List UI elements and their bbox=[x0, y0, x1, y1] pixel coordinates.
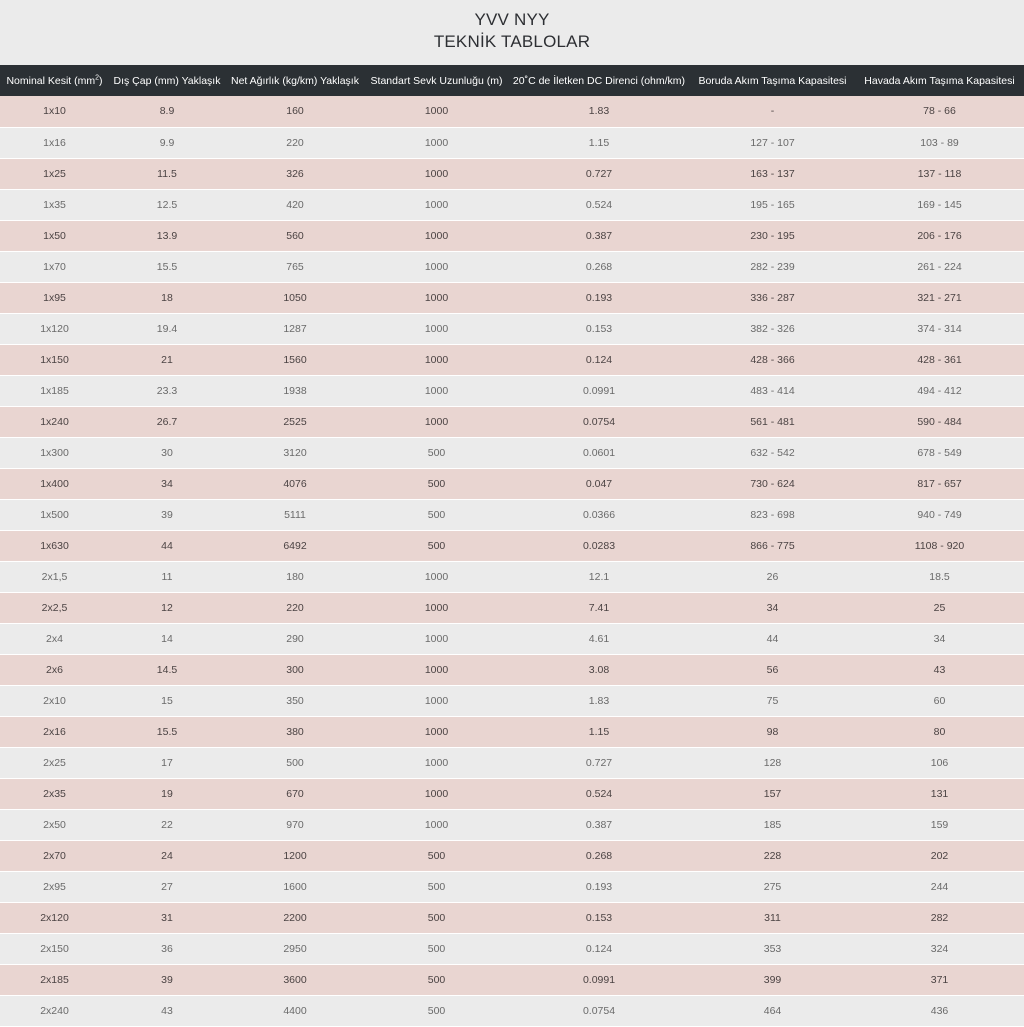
table-row bbox=[0, 623, 1024, 654]
cell-boruda-akim: 730 - 624 bbox=[690, 468, 855, 499]
cell-dc-direnci: 0.0601 bbox=[508, 437, 690, 468]
cell-dis-cap: 24 bbox=[109, 840, 225, 871]
cell-dc-direnci: 0.0366 bbox=[508, 499, 690, 530]
cell-nominal-kesit: 2x70 bbox=[0, 840, 109, 871]
cell-net-agirlik: 670 bbox=[225, 778, 365, 809]
cell-dis-cap: 9.9 bbox=[109, 127, 225, 158]
cell-havada-akim: 324 bbox=[855, 933, 1024, 964]
cell-sevk-uzunlugu: 500 bbox=[365, 995, 508, 1026]
cell-dis-cap: 39 bbox=[109, 499, 225, 530]
cell-net-agirlik: 1050 bbox=[225, 282, 365, 313]
cell-dis-cap: 15 bbox=[109, 685, 225, 716]
cell-sevk-uzunlugu: 1000 bbox=[365, 623, 508, 654]
cell-sevk-uzunlugu: 1000 bbox=[365, 406, 508, 437]
cell-net-agirlik: 290 bbox=[225, 623, 365, 654]
cell-net-agirlik: 560 bbox=[225, 220, 365, 251]
cell-net-agirlik: 3600 bbox=[225, 964, 365, 995]
cell-dis-cap: 17 bbox=[109, 747, 225, 778]
cell-sevk-uzunlugu: 1000 bbox=[365, 561, 508, 592]
cell-boruda-akim: 632 - 542 bbox=[690, 437, 855, 468]
cell-net-agirlik: 500 bbox=[225, 747, 365, 778]
cell-dis-cap: 27 bbox=[109, 871, 225, 902]
cell-havada-akim: 137 - 118 bbox=[855, 158, 1024, 189]
cell-dc-direnci: 0.047 bbox=[508, 468, 690, 499]
cell-boruda-akim: 353 bbox=[690, 933, 855, 964]
table-header-row bbox=[0, 65, 1024, 96]
table-row bbox=[0, 561, 1024, 592]
cell-net-agirlik: 326 bbox=[225, 158, 365, 189]
cell-boruda-akim: 75 bbox=[690, 685, 855, 716]
cell-havada-akim: 169 - 145 bbox=[855, 189, 1024, 220]
table-row bbox=[0, 375, 1024, 406]
cell-havada-akim: 103 - 89 bbox=[855, 127, 1024, 158]
cell-dc-direnci: 0.727 bbox=[508, 158, 690, 189]
cell-sevk-uzunlugu: 1000 bbox=[365, 127, 508, 158]
cell-net-agirlik: 2525 bbox=[225, 406, 365, 437]
cell-dc-direnci: 1.83 bbox=[508, 96, 690, 127]
cell-dc-direnci: 0.0991 bbox=[508, 375, 690, 406]
cell-havada-akim: 590 - 484 bbox=[855, 406, 1024, 437]
cell-havada-akim: 261 - 224 bbox=[855, 251, 1024, 282]
cell-nominal-kesit: 2x95 bbox=[0, 871, 109, 902]
cell-sevk-uzunlugu: 1000 bbox=[365, 344, 508, 375]
cell-dc-direnci: 0.268 bbox=[508, 251, 690, 282]
cell-dis-cap: 13.9 bbox=[109, 220, 225, 251]
table-row bbox=[0, 995, 1024, 1026]
cell-dis-cap: 23.3 bbox=[109, 375, 225, 406]
cell-dc-direnci: 0.0754 bbox=[508, 995, 690, 1026]
cell-boruda-akim: 34 bbox=[690, 592, 855, 623]
page-title bbox=[0, 9, 1024, 53]
cell-boruda-akim: 56 bbox=[690, 654, 855, 685]
cell-sevk-uzunlugu: 1000 bbox=[365, 158, 508, 189]
cell-havada-akim: 80 bbox=[855, 716, 1024, 747]
cell-dis-cap: 44 bbox=[109, 530, 225, 561]
cell-nominal-kesit: 1x120 bbox=[0, 313, 109, 344]
cell-net-agirlik: 4076 bbox=[225, 468, 365, 499]
cell-net-agirlik: 4400 bbox=[225, 995, 365, 1026]
cell-dc-direnci: 0.193 bbox=[508, 871, 690, 902]
cell-sevk-uzunlugu: 500 bbox=[365, 871, 508, 902]
cell-nominal-kesit: 2x35 bbox=[0, 778, 109, 809]
cell-dis-cap: 14.5 bbox=[109, 654, 225, 685]
cell-boruda-akim: 336 - 287 bbox=[690, 282, 855, 313]
cell-havada-akim: 321 - 271 bbox=[855, 282, 1024, 313]
cell-net-agirlik: 1938 bbox=[225, 375, 365, 406]
table-row bbox=[0, 871, 1024, 902]
cell-sevk-uzunlugu: 500 bbox=[365, 840, 508, 871]
table-row bbox=[0, 437, 1024, 468]
cell-boruda-akim: 44 bbox=[690, 623, 855, 654]
cell-nominal-kesit: 2x120 bbox=[0, 902, 109, 933]
cell-dis-cap: 11.5 bbox=[109, 158, 225, 189]
cell-havada-akim: 428 - 361 bbox=[855, 344, 1024, 375]
cell-havada-akim: 43 bbox=[855, 654, 1024, 685]
table-row bbox=[0, 96, 1024, 127]
cell-havada-akim: 25 bbox=[855, 592, 1024, 623]
cell-nominal-kesit: 2x4 bbox=[0, 623, 109, 654]
cell-havada-akim: 206 - 176 bbox=[855, 220, 1024, 251]
cell-havada-akim: 131 bbox=[855, 778, 1024, 809]
cell-boruda-akim: 275 bbox=[690, 871, 855, 902]
cell-sevk-uzunlugu: 1000 bbox=[365, 716, 508, 747]
product-name: YVV NYY bbox=[474, 10, 550, 29]
table-row bbox=[0, 499, 1024, 530]
cell-nominal-kesit: 2x1,5 bbox=[0, 561, 109, 592]
cell-net-agirlik: 160 bbox=[225, 96, 365, 127]
table-row bbox=[0, 468, 1024, 499]
cell-boruda-akim: 128 bbox=[690, 747, 855, 778]
header-nominal-kesit: Nominal Kesit $(mm^2)$ bbox=[6, 74, 103, 87]
cell-nominal-kesit: 1x10 bbox=[0, 96, 109, 127]
cell-boruda-akim: 311 bbox=[690, 902, 855, 933]
header-dc-direnci: 20˚C de İletken DC Direnci (ohm/km) bbox=[512, 74, 686, 87]
cell-sevk-uzunlugu: 500 bbox=[365, 499, 508, 530]
cell-boruda-akim: 195 - 165 bbox=[690, 189, 855, 220]
cell-havada-akim: 436 bbox=[855, 995, 1024, 1026]
cell-sevk-uzunlugu: 500 bbox=[365, 902, 508, 933]
table-row bbox=[0, 778, 1024, 809]
cell-dis-cap: 11 bbox=[109, 561, 225, 592]
header-net-agirlik: Net Ağırlık (kg/km) Yaklaşık bbox=[231, 74, 359, 87]
cell-dc-direnci: 4.61 bbox=[508, 623, 690, 654]
header-boruda-akim: Boruda Akım Taşıma Kapasitesi bbox=[698, 74, 847, 87]
cell-dc-direnci: 0.387 bbox=[508, 220, 690, 251]
table-row bbox=[0, 313, 1024, 344]
cell-havada-akim: 494 - 412 bbox=[855, 375, 1024, 406]
cell-dc-direnci: 0.124 bbox=[508, 344, 690, 375]
cell-dis-cap: 14 bbox=[109, 623, 225, 654]
cell-dc-direnci: 0.268 bbox=[508, 840, 690, 871]
cell-sevk-uzunlugu: 1000 bbox=[365, 654, 508, 685]
cell-havada-akim: 678 - 549 bbox=[855, 437, 1024, 468]
cell-nominal-kesit: 1x150 bbox=[0, 344, 109, 375]
cell-dc-direnci: 0.153 bbox=[508, 902, 690, 933]
cell-boruda-akim: 98 bbox=[690, 716, 855, 747]
cell-nominal-kesit: 1x400 bbox=[0, 468, 109, 499]
cell-boruda-akim: 428 - 366 bbox=[690, 344, 855, 375]
cell-sevk-uzunlugu: 500 bbox=[365, 530, 508, 561]
cell-sevk-uzunlugu: 1000 bbox=[365, 282, 508, 313]
cell-boruda-akim: 228 bbox=[690, 840, 855, 871]
cell-boruda-akim: 26 bbox=[690, 561, 855, 592]
cell-dis-cap: 19.4 bbox=[109, 313, 225, 344]
cell-dis-cap: 36 bbox=[109, 933, 225, 964]
cell-sevk-uzunlugu: 500 bbox=[365, 964, 508, 995]
cell-havada-akim: 34 bbox=[855, 623, 1024, 654]
table-row bbox=[0, 747, 1024, 778]
cell-boruda-akim: 185 bbox=[690, 809, 855, 840]
cell-havada-akim: 18.5 bbox=[855, 561, 1024, 592]
cell-nominal-kesit: 1x185 bbox=[0, 375, 109, 406]
cell-net-agirlik: 1287 bbox=[225, 313, 365, 344]
cell-havada-akim: 78 - 66 bbox=[855, 96, 1024, 127]
table-row bbox=[0, 685, 1024, 716]
cell-net-agirlik: 220 bbox=[225, 592, 365, 623]
cell-nominal-kesit: 1x300 bbox=[0, 437, 109, 468]
cell-dis-cap: 12.5 bbox=[109, 189, 225, 220]
cell-boruda-akim: 382 - 326 bbox=[690, 313, 855, 344]
cell-sevk-uzunlugu: 1000 bbox=[365, 685, 508, 716]
cell-boruda-akim: 282 - 239 bbox=[690, 251, 855, 282]
cell-boruda-akim: 157 bbox=[690, 778, 855, 809]
section-title: TEKNİK TABLOLAR bbox=[433, 32, 591, 51]
cell-nominal-kesit: 2x50 bbox=[0, 809, 109, 840]
cell-havada-akim: 940 - 749 bbox=[855, 499, 1024, 530]
cell-havada-akim: 60 bbox=[855, 685, 1024, 716]
cell-net-agirlik: 350 bbox=[225, 685, 365, 716]
cell-dis-cap: 22 bbox=[109, 809, 225, 840]
cell-dis-cap: 34 bbox=[109, 468, 225, 499]
cell-dc-direnci: 7.41 bbox=[508, 592, 690, 623]
cell-dis-cap: 43 bbox=[109, 995, 225, 1026]
table-row bbox=[0, 964, 1024, 995]
cell-havada-akim: 374 - 314 bbox=[855, 313, 1024, 344]
cell-nominal-kesit: 2x6 bbox=[0, 654, 109, 685]
cell-nominal-kesit: 2x16 bbox=[0, 716, 109, 747]
table-row bbox=[0, 840, 1024, 871]
cell-dc-direnci: 12.1 bbox=[508, 561, 690, 592]
cell-nominal-kesit: 1x500 bbox=[0, 499, 109, 530]
cell-dc-direnci: 0.193 bbox=[508, 282, 690, 313]
cell-net-agirlik: 380 bbox=[225, 716, 365, 747]
table-row bbox=[0, 716, 1024, 747]
cell-dis-cap: 39 bbox=[109, 964, 225, 995]
table-row bbox=[0, 282, 1024, 313]
cell-net-agirlik: 220 bbox=[225, 127, 365, 158]
cell-net-agirlik: 1600 bbox=[225, 871, 365, 902]
cell-net-agirlik: 1200 bbox=[225, 840, 365, 871]
cell-boruda-akim: - bbox=[690, 96, 855, 127]
cell-sevk-uzunlugu: 1000 bbox=[365, 220, 508, 251]
cell-dis-cap: 8.9 bbox=[109, 96, 225, 127]
cell-nominal-kesit: 2x2,5 bbox=[0, 592, 109, 623]
cell-net-agirlik: 6492 bbox=[225, 530, 365, 561]
cell-dis-cap: 12 bbox=[109, 592, 225, 623]
cell-dc-direnci: 3.08 bbox=[508, 654, 690, 685]
table-row bbox=[0, 933, 1024, 964]
table-row bbox=[0, 344, 1024, 375]
cell-sevk-uzunlugu: 1000 bbox=[365, 778, 508, 809]
cell-sevk-uzunlugu: 500 bbox=[365, 468, 508, 499]
cell-havada-akim: 159 bbox=[855, 809, 1024, 840]
cell-nominal-kesit: 1x25 bbox=[0, 158, 109, 189]
cell-dis-cap: 15.5 bbox=[109, 716, 225, 747]
table-row bbox=[0, 809, 1024, 840]
cell-dis-cap: 15.5 bbox=[109, 251, 225, 282]
cell-sevk-uzunlugu: 1000 bbox=[365, 189, 508, 220]
cell-boruda-akim: 483 - 414 bbox=[690, 375, 855, 406]
cell-dc-direnci: 1.15 bbox=[508, 127, 690, 158]
table-body bbox=[0, 96, 1024, 1026]
cell-dc-direnci: 1.15 bbox=[508, 716, 690, 747]
cell-nominal-kesit: 1x240 bbox=[0, 406, 109, 437]
cell-havada-akim: 1108 - 920 bbox=[855, 530, 1024, 561]
cell-dis-cap: 21 bbox=[109, 344, 225, 375]
table-row bbox=[0, 654, 1024, 685]
cell-boruda-akim: 163 - 137 bbox=[690, 158, 855, 189]
cell-havada-akim: 282 bbox=[855, 902, 1024, 933]
cell-sevk-uzunlugu: 1000 bbox=[365, 375, 508, 406]
table-row bbox=[0, 406, 1024, 437]
cell-net-agirlik: 765 bbox=[225, 251, 365, 282]
table-row bbox=[0, 530, 1024, 561]
cell-sevk-uzunlugu: 1000 bbox=[365, 592, 508, 623]
cell-dc-direnci: 1.83 bbox=[508, 685, 690, 716]
cell-dc-direnci: 0.524 bbox=[508, 778, 690, 809]
cell-havada-akim: 817 - 657 bbox=[855, 468, 1024, 499]
cell-dis-cap: 18 bbox=[109, 282, 225, 313]
cell-net-agirlik: 2950 bbox=[225, 933, 365, 964]
cell-net-agirlik: 420 bbox=[225, 189, 365, 220]
table-row bbox=[0, 251, 1024, 282]
cell-net-agirlik: 300 bbox=[225, 654, 365, 685]
cell-net-agirlik: 3120 bbox=[225, 437, 365, 468]
cell-net-agirlik: 180 bbox=[225, 561, 365, 592]
technical-table bbox=[0, 65, 1024, 1027]
cell-dc-direnci: 0.124 bbox=[508, 933, 690, 964]
cell-boruda-akim: 464 bbox=[690, 995, 855, 1026]
cell-dis-cap: 30 bbox=[109, 437, 225, 468]
cell-dc-direnci: 0.153 bbox=[508, 313, 690, 344]
cell-havada-akim: 202 bbox=[855, 840, 1024, 871]
header-sevk-uzunlugu: Standart Sevk Uzunluğu (m) bbox=[370, 74, 503, 87]
cell-sevk-uzunlugu: 1000 bbox=[365, 747, 508, 778]
cell-dis-cap: 31 bbox=[109, 902, 225, 933]
cell-boruda-akim: 230 - 195 bbox=[690, 220, 855, 251]
cell-net-agirlik: 1560 bbox=[225, 344, 365, 375]
table-row bbox=[0, 127, 1024, 158]
cell-dc-direnci: 0.0283 bbox=[508, 530, 690, 561]
table-row bbox=[0, 902, 1024, 933]
cell-net-agirlik: 970 bbox=[225, 809, 365, 840]
cell-dc-direnci: 0.0754 bbox=[508, 406, 690, 437]
table-row bbox=[0, 220, 1024, 251]
cell-boruda-akim: 866 - 775 bbox=[690, 530, 855, 561]
cell-sevk-uzunlugu: 1000 bbox=[365, 96, 508, 127]
header-dis-cap: Dış Çap (mm) Yaklaşık bbox=[113, 74, 221, 87]
cell-nominal-kesit: 1x50 bbox=[0, 220, 109, 251]
cell-nominal-kesit: 2x150 bbox=[0, 933, 109, 964]
cell-boruda-akim: 127 - 107 bbox=[690, 127, 855, 158]
cell-sevk-uzunlugu: 1000 bbox=[365, 313, 508, 344]
cell-nominal-kesit: 2x25 bbox=[0, 747, 109, 778]
table-row bbox=[0, 158, 1024, 189]
cell-nominal-kesit: 1x95 bbox=[0, 282, 109, 313]
cell-havada-akim: 244 bbox=[855, 871, 1024, 902]
cell-dc-direnci: 0.727 bbox=[508, 747, 690, 778]
cell-sevk-uzunlugu: 500 bbox=[365, 933, 508, 964]
cell-havada-akim: 371 bbox=[855, 964, 1024, 995]
header-havada-akim: Havada Akım Taşıma Kapasitesi bbox=[864, 74, 1015, 87]
cell-sevk-uzunlugu: 1000 bbox=[365, 809, 508, 840]
cell-nominal-kesit: 1x35 bbox=[0, 189, 109, 220]
cell-boruda-akim: 823 - 698 bbox=[690, 499, 855, 530]
cell-sevk-uzunlugu: 500 bbox=[365, 437, 508, 468]
cell-dc-direnci: 0.0991 bbox=[508, 964, 690, 995]
cell-nominal-kesit: 1x630 bbox=[0, 530, 109, 561]
table-row bbox=[0, 592, 1024, 623]
cell-nominal-kesit: 2x240 bbox=[0, 995, 109, 1026]
table-row bbox=[0, 189, 1024, 220]
cell-dc-direnci: 0.387 bbox=[508, 809, 690, 840]
cell-dis-cap: 26.7 bbox=[109, 406, 225, 437]
cell-dc-direnci: 0.524 bbox=[508, 189, 690, 220]
cell-net-agirlik: 2200 bbox=[225, 902, 365, 933]
cell-boruda-akim: 399 bbox=[690, 964, 855, 995]
cell-havada-akim: 106 bbox=[855, 747, 1024, 778]
cell-nominal-kesit: 1x70 bbox=[0, 251, 109, 282]
cell-boruda-akim: 561 - 481 bbox=[690, 406, 855, 437]
cell-dis-cap: 19 bbox=[109, 778, 225, 809]
cell-nominal-kesit: 2x10 bbox=[0, 685, 109, 716]
cell-net-agirlik: 5111 bbox=[225, 499, 365, 530]
cell-nominal-kesit: 1x16 bbox=[0, 127, 109, 158]
cell-sevk-uzunlugu: 1000 bbox=[365, 251, 508, 282]
cell-nominal-kesit: 2x185 bbox=[0, 964, 109, 995]
